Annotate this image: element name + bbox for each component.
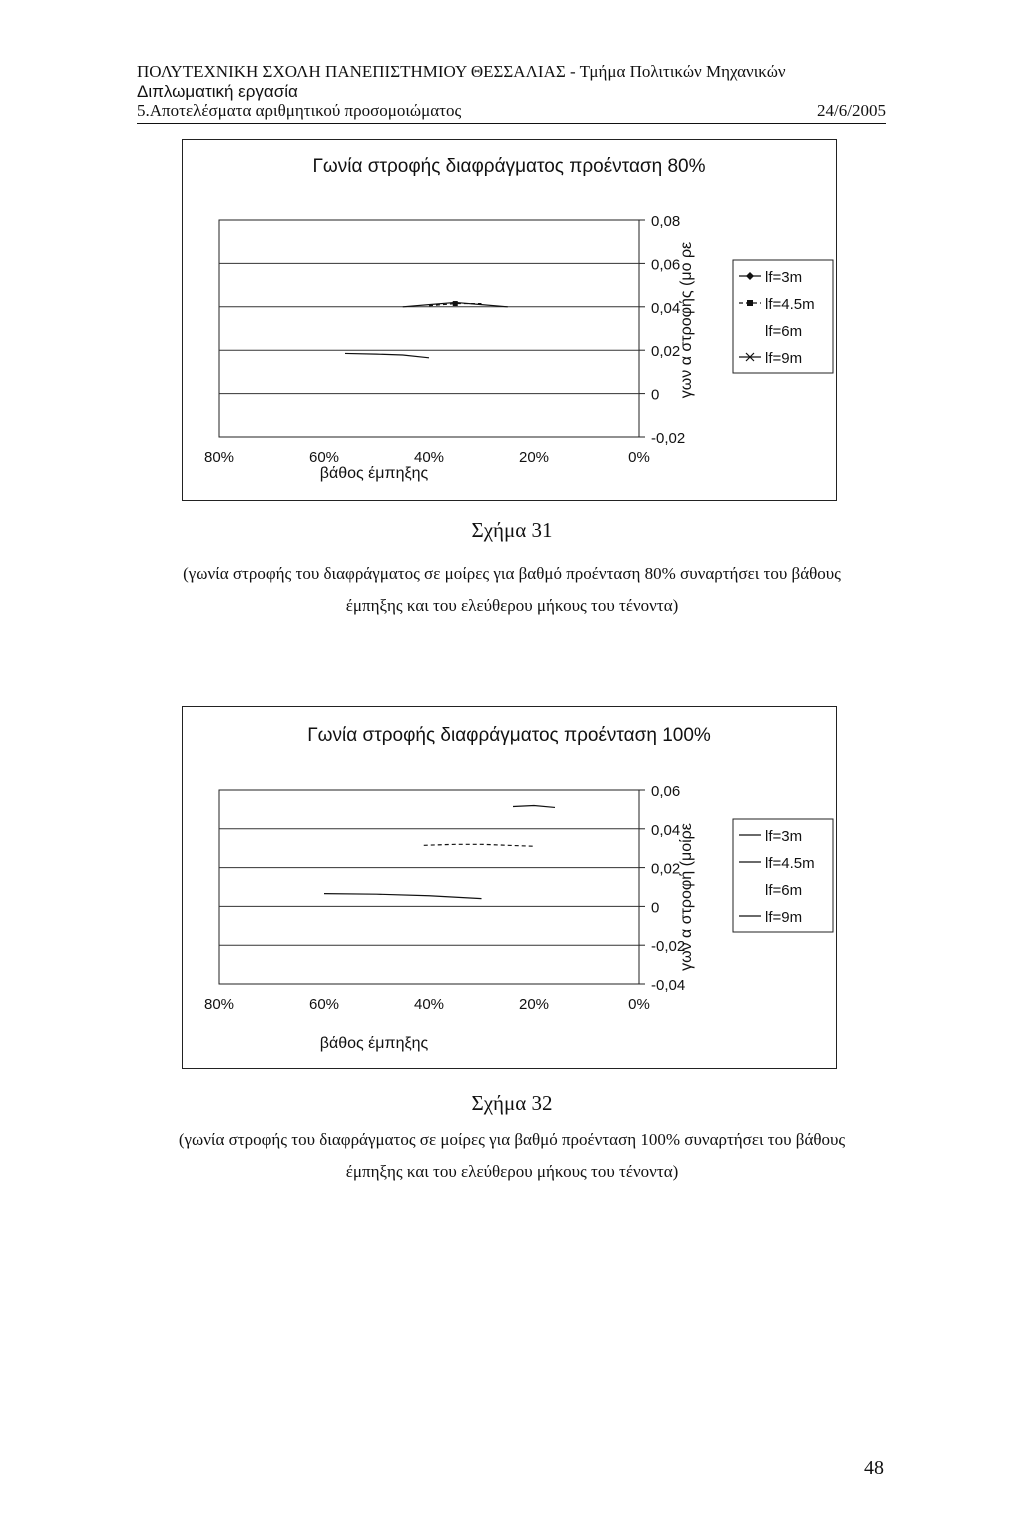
figure-32-caption-line-1: (γωνία στροφής του διαφράγματος σε μοίρες για βαθμό προένταση 100% συναρτήσει του βάθους xyxy=(178,1130,846,1149)
chart-0-x-axis-label: βάθος έμπηξης xyxy=(319,465,429,482)
chart-0-legend-label: lf=4.5m xyxy=(765,296,815,313)
figure-31-caption-line-2: έμπηξης και του ελεύθερου μήκους του τένοντα) xyxy=(345,596,679,615)
figure-31-title: Σχήμα 31 xyxy=(471,518,553,542)
chart-1-series-line-lf=4.5m xyxy=(424,844,534,846)
chart-0-title: Γωνία στροφής διαφράγματος προένταση 80% xyxy=(312,156,706,177)
chart-1-x-tick-label: 60% xyxy=(308,996,340,1013)
chart-0-legend-marker-square xyxy=(747,300,753,306)
chart-0-legend-label: lf=3m xyxy=(765,269,803,286)
chart-1-y-tick-label: -0,04 xyxy=(651,977,686,994)
chart-0-y-tick-label: 0,02 xyxy=(651,343,681,361)
chart-1-y-axis-label: γων α στροφή (μοίρε xyxy=(678,823,695,971)
chart-0-y-tick-label: 0,04 xyxy=(651,299,681,317)
chart-1-legend-label: lf=6m xyxy=(765,882,803,899)
chart-1-legend-label: lf=9m xyxy=(765,909,803,926)
figure-32-title: Σχήμα 32 xyxy=(471,1091,553,1115)
chart-1-x-tick-label: 0% xyxy=(628,996,650,1013)
chart-0-legend-label: lf=9m xyxy=(765,350,803,367)
chart-1-x-axis-label: βάθος έμπηξης xyxy=(319,1035,429,1052)
chart-0-legend-label: lf=6m xyxy=(765,323,803,340)
chart-1-legend-label: lf=4.5m xyxy=(765,855,815,872)
chart-31 xyxy=(183,140,836,500)
header-chapter: 5.Αποτελέσματα αριθμητικού προσομοιώματος xyxy=(137,101,462,120)
chart-1-series-line-lf=3m xyxy=(513,806,555,808)
chart-1-x-tick-label: 80% xyxy=(203,996,235,1013)
chart-1-y-tick-label: 0,02 xyxy=(651,860,681,878)
chart-0-x-tick-label: 80% xyxy=(203,449,235,466)
chart-1-y-tick-label: -0,02 xyxy=(651,938,686,956)
chart-32 xyxy=(183,707,836,1068)
chart-0-x-tick-label: 20% xyxy=(518,449,550,466)
chart-1-x-tick-label: 20% xyxy=(518,996,550,1013)
chart-1-y-tick-label: 0 xyxy=(651,899,660,917)
figure-31-caption-line-1: (γωνία στροφής του διαφράγματος σε μοίρες για βαθμό προένταση 80% συναρτήσει του βάθους xyxy=(183,564,841,583)
chart-0-y-tick-label: 0,08 xyxy=(651,213,681,230)
chart-0-plot-area xyxy=(219,220,639,437)
chart-0-x-tick-label: 40% xyxy=(413,449,445,466)
chart-1-legend-label: lf=3m xyxy=(765,828,803,845)
chart-0-x-tick-label: 60% xyxy=(308,449,340,466)
chart-0-x-tick-label: 0% xyxy=(628,449,650,466)
page-number: 48 xyxy=(864,1457,884,1479)
figure-32-caption-line-2: έμπηξης και του ελεύθερου μήκους του τένοντα) xyxy=(345,1162,679,1181)
header-date: 24/6/2005 xyxy=(817,101,886,120)
chart-1-y-tick-label: 0,06 xyxy=(651,783,681,800)
chart-0-y-axis-label: γων α στροφής (μο ρε xyxy=(678,241,695,399)
chart-1-x-tick-label: 40% xyxy=(413,996,445,1013)
chart-0-y-tick-label: -0,02 xyxy=(651,430,686,447)
chart-0-y-tick-label: 0,06 xyxy=(651,256,681,274)
header-thesis: Διπλωματική εργασία xyxy=(137,82,298,101)
chart-1-y-tick-label: 0,04 xyxy=(651,821,681,839)
chart-0-y-tick-label: 0 xyxy=(651,386,660,404)
chart-0-series-point-lf=4.5m xyxy=(453,301,458,306)
figure-32-frame xyxy=(182,706,837,1069)
chart-1-series-line-lf=9m xyxy=(324,894,482,899)
figure-31-frame xyxy=(182,139,837,501)
header-chapter-line xyxy=(137,101,886,124)
chart-0-series-line-lf=9m xyxy=(345,353,429,357)
chart-1-title: Γωνία στροφής διαφράγματος προένταση 100% xyxy=(307,725,711,746)
chart-1-plot-area xyxy=(219,790,639,984)
header-institution: ΠΟΛΥΤΕΧΝΙΚΗ ΣΧΟΛΗ ΠΑΝΕΠΙΣΤΗΜΙΟΥ ΘΕΣΣΑΛΙΑΣ - Τμήμα Πολιτικών Μηχανικών xyxy=(137,62,786,81)
